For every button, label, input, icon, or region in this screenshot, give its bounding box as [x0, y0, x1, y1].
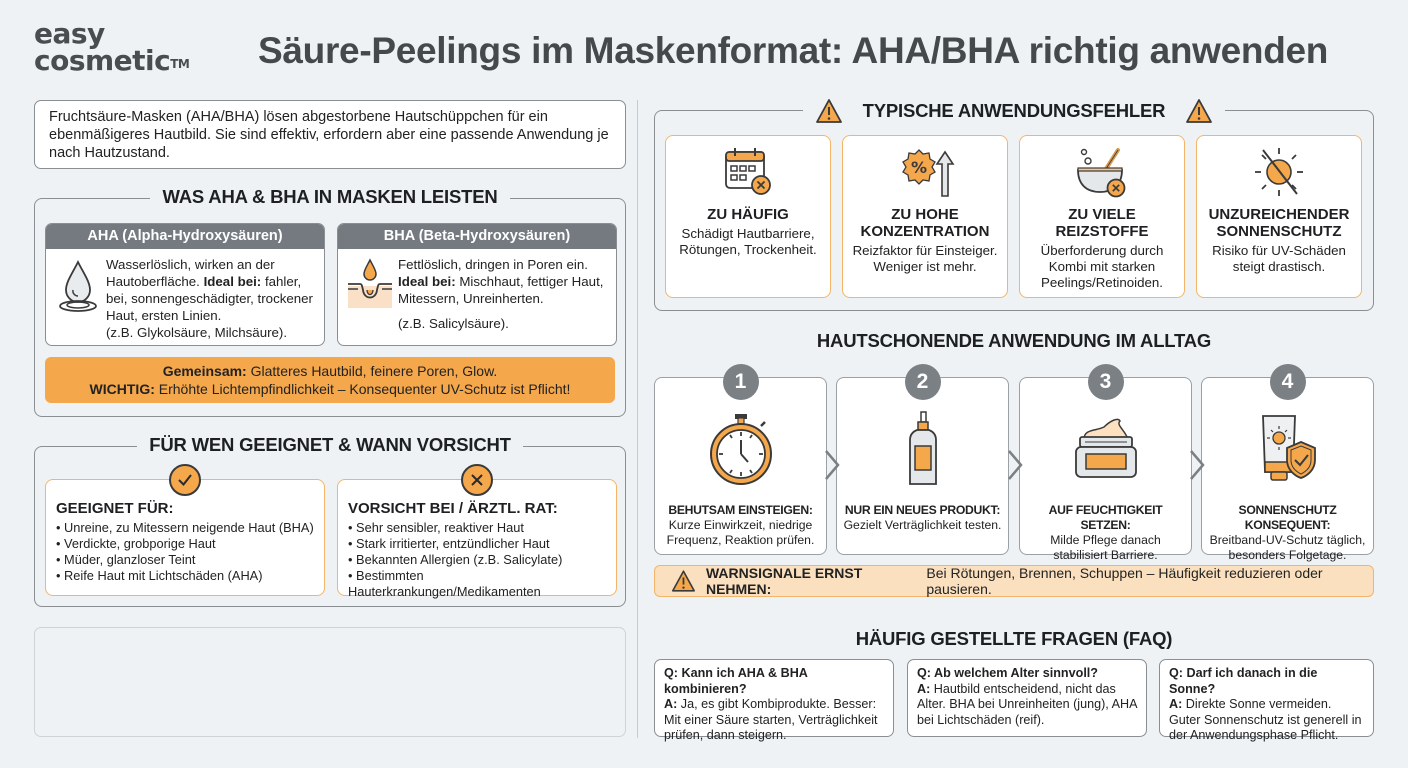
list-item: • Reife Haut mit Lichtschäden (AHA)	[56, 568, 314, 584]
mistake-title: ZU HÄUFIG	[707, 206, 789, 223]
mistake-card	[1196, 135, 1362, 298]
mistakes-title-wrap	[803, 98, 1226, 124]
warning-label: WARNSIGNALE ERNST NEHMEN:	[705, 565, 863, 597]
caution-card	[337, 479, 617, 599]
step-head: NUR EIN NEUES PRODUKT:	[844, 503, 1001, 517]
brand-logo	[34, 17, 190, 77]
serum-bottle-icon	[837, 408, 1008, 488]
aha-header: AHA (Alpha-Hydroxysäuren)	[46, 224, 324, 249]
suited-head: GEEIGNET FÜR:	[56, 500, 174, 517]
percent-up-icon	[843, 144, 1007, 200]
cream-jar-icon	[1020, 408, 1191, 488]
faq-answer	[917, 682, 1137, 729]
intro-box: Fruchtsäure-Masken (AHA/BHA) lösen abgestorbene Hautschüppchen für ein ebenmäßigeres Hautbild. Sie sind effektiv, erfordern aber eine passende Anwendung je nach Hautzustand.	[34, 100, 626, 169]
mistakes-title: TYPISCHE ANWENDUNGSFEHLER	[851, 100, 1178, 122]
step-number: 1	[723, 364, 759, 400]
list-item: • Bestimmten Hauterkrankungen/Medikamenten	[348, 568, 606, 600]
stopwatch-icon	[655, 408, 826, 488]
bha-ideal-text: Mischhaut, fettiger Haut, Mitessern, Unreinherten.	[398, 274, 604, 306]
warning-icon	[1185, 98, 1213, 124]
answer-label: A:	[664, 697, 678, 711]
bha-header: BHA (Beta-Hydroxysäuren)	[338, 224, 616, 249]
aha-text	[106, 256, 316, 341]
step-card	[836, 370, 1009, 555]
aha-ideal-text: fahler, bei, sonnengeschädigter, trockener Haut, ersten Linien.	[106, 274, 313, 323]
bha-text	[398, 256, 608, 332]
mistake-card	[665, 135, 831, 298]
routine-title: HAUTSCHONENDE ANWENDUNG IM ALLTAG	[816, 330, 1212, 351]
list-item: • Verdickte, grobporige Haut	[56, 536, 314, 552]
step-card	[654, 370, 827, 555]
brand-line-2: cosmetic	[34, 44, 171, 77]
list-item: • Stark irritierter, entzündlicher Haut	[348, 536, 606, 552]
mistake-card	[842, 135, 1008, 298]
mistake-desc: Schädigt Hautbarriere, Rötungen, Trockenheit.	[679, 226, 817, 257]
mistake-desc: Überforderung durch Kombi mit starken Peelings/Retinoiden.	[1040, 243, 1164, 290]
list-item: • Sehr sensibler, reaktiver Haut	[348, 520, 606, 536]
suited-list	[56, 520, 314, 584]
empty-placeholder-box	[34, 627, 626, 737]
warning-icon	[671, 569, 696, 593]
step-text	[1024, 503, 1187, 563]
step-text	[1206, 503, 1369, 563]
brand-line-1: easy	[34, 17, 105, 50]
trademark: TM	[170, 57, 190, 71]
step-desc: Milde Pflege danach stabilisiert Barriere.	[1050, 533, 1161, 562]
chevron-right-icon	[823, 448, 841, 482]
water-drop-icon	[54, 256, 106, 341]
step-desc: Gezielt Verträglichkeit testen.	[843, 518, 1002, 532]
bha-example: (z.B. Salicylsäure).	[398, 316, 509, 331]
mistake-desc: Risiko für UV-Schäden steigt drastisch.	[1212, 243, 1346, 274]
faq-question: Q: Ab welchem Alter sinnvoll?	[917, 666, 1099, 680]
check-icon	[169, 464, 201, 496]
faq-question: Q: Kann ich AHA & BHA kombinieren?	[664, 666, 808, 696]
mistake-title: ZU VIELE REIZSTOFFE	[1055, 206, 1149, 240]
caution-head: VORSICHT BEI / ÄRZTL. RAT:	[348, 500, 558, 517]
suitability-title: FÜR WEN GEEIGNET & WANN VORSICHT	[137, 434, 523, 455]
faq-answer	[664, 697, 884, 744]
list-item: • Bekannten Allergien (z.B. Salicylate)	[348, 552, 606, 568]
list-item: • Müder, glanzloser Teint	[56, 552, 314, 568]
step-number: 4	[1270, 364, 1306, 400]
step-desc: Breitband-UV-Schutz täglich, besonders Folgetage.	[1209, 533, 1366, 562]
step-desc: Kurze Einwirkzeit, niedrige Frequenz, Reaktion prüfen.	[666, 518, 815, 547]
bha-ideal-label: Ideal bei:	[398, 274, 456, 289]
bha-card	[337, 223, 617, 346]
mistake-title: ZU HOHE KONZENTRATION	[860, 206, 990, 240]
aha-desc: Wasserlöslich, wirken an der Hautoberfläche.	[106, 257, 275, 289]
common-effects-bar	[45, 357, 615, 403]
answer-label: A:	[1169, 697, 1183, 711]
suited-card	[45, 479, 325, 596]
faq-card	[1159, 659, 1374, 742]
chevron-right-icon	[1188, 448, 1206, 482]
mistake-card	[1019, 135, 1185, 298]
mistakes-panel	[654, 100, 1374, 311]
important-text: Erhöhte Lichtempfindlichkeit – Konsequenter UV-Schutz ist Pflicht!	[158, 381, 571, 397]
column-divider	[637, 100, 638, 738]
answer-text: Direkte Sonne vermeiden. Guter Sonnenschutz ist generell in der Anwendungsphase Pflicht.	[1169, 697, 1362, 742]
important-label: WICHTIG:	[89, 381, 155, 397]
bha-desc: Fettlöslich, dringen in Poren ein.	[398, 257, 588, 272]
svg-text:%: %	[910, 158, 928, 177]
suitability-panel	[34, 434, 626, 607]
what-panel	[34, 186, 626, 417]
chevron-right-icon	[1006, 448, 1024, 482]
warning-text: Bei Rötungen, Brennen, Schuppen – Häufigkeit reduzieren oder pausieren.	[926, 565, 1323, 597]
answer-text: Hautbild entscheidend, nicht das Alter. BHA bei Unreinheiten (jung), AHA bei Lichtschäden (reif).	[917, 681, 1137, 727]
warning-signals-bar	[654, 565, 1374, 597]
answer-label: A:	[917, 681, 931, 696]
step-card	[1201, 370, 1374, 562]
mistake-title: UNZUREICHENDER SONNENSCHUTZ	[1208, 206, 1350, 240]
warning-icon	[815, 98, 843, 124]
page-title: Säure-Peelings im Maskenformat: AHA/BHA richtig anwenden	[258, 30, 1329, 71]
common-label: Gemeinsam:	[162, 363, 247, 379]
mistake-desc: Reizfaktor für Einsteiger. Weniger ist mehr.	[852, 243, 998, 274]
answer-text: Ja, es gibt Kombiprodukte. Besser: Mit einer Säure starten, Verträglichkeit prüfen, dann steigern.	[664, 697, 878, 742]
step-head: BEHUTSAM EINSTEIGEN:	[668, 503, 813, 517]
cross-icon	[461, 464, 493, 496]
step-card	[1019, 370, 1192, 562]
faq-card	[654, 659, 894, 742]
faq-answer	[1169, 697, 1364, 744]
sunscreen-shield-icon	[1202, 408, 1373, 488]
faq-title: HÄUFIG GESTELLTE FRAGEN (FAQ)	[855, 628, 1173, 649]
pore-drop-icon	[346, 256, 398, 332]
faq-card	[907, 659, 1147, 737]
bowl-x-icon	[1020, 144, 1184, 200]
step-head: SONNENSCHUTZ KONSEQUENT:	[1238, 503, 1337, 532]
aha-example: (z.B. Glykolsäure, Milchsäure).	[106, 325, 288, 340]
step-head: AUF FEUCHTIGKEIT SETZEN:	[1048, 503, 1163, 532]
caution-list	[348, 520, 606, 600]
aha-card	[45, 223, 325, 346]
what-title: WAS AHA & BHA IN MASKEN LEISTEN	[150, 186, 509, 207]
common-text: Glatteres Hautbild, feinere Poren, Glow.	[250, 363, 498, 379]
step-text	[841, 503, 1004, 533]
calendar-x-icon	[666, 144, 830, 200]
step-text	[659, 503, 822, 548]
faq-question: Q: Darf ich danach in die Sonne?	[1169, 666, 1318, 696]
step-number: 2	[905, 364, 941, 400]
list-item: • Unreine, zu Mitessern neigende Haut (BHA)	[56, 520, 314, 536]
aha-ideal-label: Ideal bei:	[203, 274, 262, 289]
step-number: 3	[1088, 364, 1124, 400]
sun-crossed-icon	[1197, 144, 1361, 200]
